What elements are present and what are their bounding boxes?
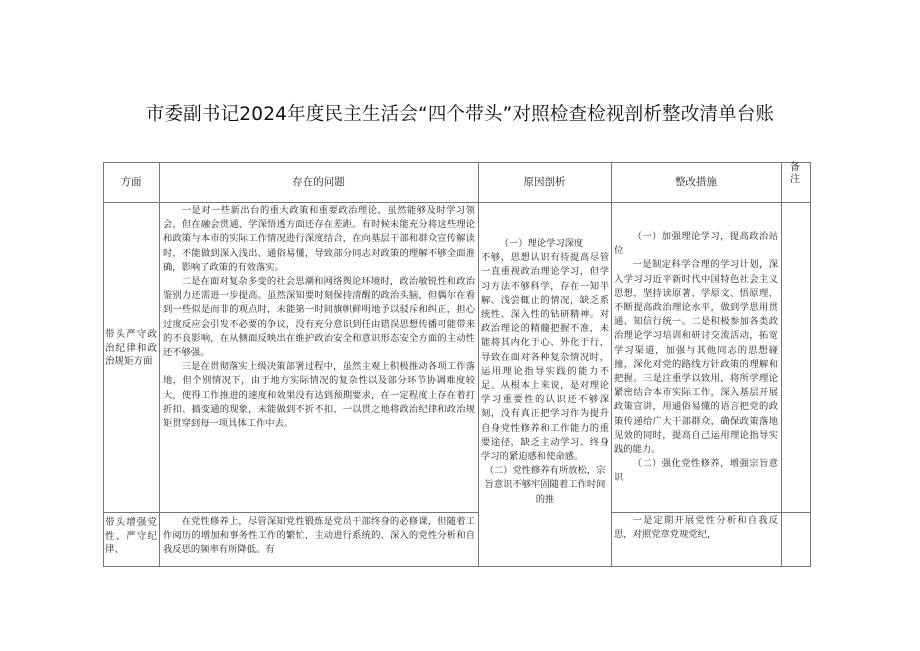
row1-causes bbox=[481, 237, 609, 564]
measure-heading-1: （一）加强理论学习，提高政治站位 bbox=[614, 231, 778, 257]
header-remarks: 备注 bbox=[790, 162, 800, 185]
table-border-bottom bbox=[103, 566, 811, 567]
header-causes: 原因剖析 bbox=[523, 176, 566, 188]
problem-item-3: 三是在贯彻落实上级决策部署过程中，虽然主观上积极推动各项工作落地，但个别情况下，由于地方实际情况的复杂性以及部分环节协调难度较大，使得工作推进的速度和效果没有达到预期要求，在一定程度上存在着打折扣、搞变通的现象，未能做到不折不扣、一以贯之地将政治纪律和政治规矩贯穿到每一项具体工作中去。 bbox=[163, 361, 475, 430]
problem-item-2: 二是在面对复杂多变的社会思潮和网络舆论环境时，政治敏锐性和政治鉴别力还需进一步提高。虽然深知要时刻保持清醒的政治头脑，但偶尔在看到一些似是而非的观点时，未能第一时间旗帜鲜明地予以驳斥和纠正，担心过度反应会引发不必要的争议，没有充分意识到任由错误思想传播可能带来的不良影响，在从侧面反映出在维护政治安全和意识形态安全方面的主动性还不够强。 bbox=[163, 276, 475, 359]
table-col-divider-3 bbox=[611, 162, 612, 567]
measure-heading-2: （二）强化党性修养，增强宗旨意识 bbox=[614, 458, 778, 484]
page-title: 市委副书记2024年度民主生活会“四个带头”对照检查检视剖析整改清单台账 bbox=[145, 104, 775, 125]
cause-text-1: 不够，思想认识有待提高尽管一直重视政治理论学习，但学习方法不够科学，存在一知半解、浅尝辄止的情况，缺乏系统性、深入性的钻研精神。对政治理论的精髓把握不准，未能将其内化于心、外化于行，导致在面对各种复杂情况时，运用理论指导实践的能力不足。从根本上来说，是对理论学习重要性的认识还不够深刻，没有真正把学习作为提升自身党性修养和工作能力的重要途径，缺乏主动学习、终身学习的紧迫感和使命感。 bbox=[481, 252, 609, 463]
header-problems: 存在的问题 bbox=[292, 176, 345, 188]
measure-text-1: 一是制定科学合理的学习计划，深入学习习近平新时代中国特色社会主义思想，坚持读原著、学原文、悟原理，不断提高政治理论水平，做到学思用贯通、知信行统一。二是积极参加各类政治理论学习培训和研讨交流活动，拓宽学习渠道，加强与其他同志的思想碰撞，深化对党的路线方针政策的理解和把握。三是注重学以致用，将所学理论紧密结合本市实际工作，深入基层开展政策宣讲，用通俗易懂的语言把党的政策传递给广大干部群众，确保政策落地见效的同时，提高自己运用理论指导实践的能力。 bbox=[614, 259, 778, 456]
header-aspect: 方面 bbox=[120, 176, 142, 188]
table-header-divider bbox=[103, 202, 811, 203]
row2-problems bbox=[163, 515, 475, 565]
checklist-table bbox=[103, 162, 811, 567]
problem-item-1: 一是对一些新出台的重大政策和重要政治理论，虽然能够及时学习领会，但在融会贯通、学深悟透方面还存在差距。有时候未能充分将这些理论和政策与本市的实际工作情况进行深度结合，在向基层干部和群众宣传解读时，不能做到深入浅出、通俗易懂，导致部分同志对政策的理解不够全面准确，影响了政策的有效落实。 bbox=[163, 205, 475, 273]
table-border-top bbox=[103, 162, 811, 163]
row2-measures bbox=[614, 514, 778, 564]
problem-item-4: 在党性修养上，尽管深知党性锻炼是党员干部终身的必修课，但随着工作阅历的增加和事务性工作的繁忙，主动进行系统的、深入的党性分析和自我反思的频率有所降低。有 bbox=[163, 516, 475, 556]
table-col-divider-1 bbox=[159, 162, 160, 567]
cause-heading-2: （二）党性修养有所放松，宗旨意识不够牢固随着工作时间的推 bbox=[484, 465, 606, 505]
header-measures: 整改措施 bbox=[675, 176, 717, 188]
cause-heading-1: （一）理论学习深度 bbox=[499, 238, 584, 249]
table-border-right bbox=[810, 162, 811, 567]
row1-aspect: 带头严守政治纪律和政治规矩方面 bbox=[105, 329, 157, 367]
row1-measures bbox=[614, 230, 778, 512]
measure-text-2: 一是定期开展党性分析和自我反思，对照党章党规党纪， bbox=[614, 515, 778, 541]
table-border-left bbox=[103, 162, 104, 567]
table-col-divider-4 bbox=[781, 162, 782, 567]
row1-problems bbox=[163, 204, 475, 510]
row2-aspect: 带头增强党性、严守纪律、 bbox=[105, 517, 157, 555]
table-col-divider-2 bbox=[478, 162, 479, 567]
